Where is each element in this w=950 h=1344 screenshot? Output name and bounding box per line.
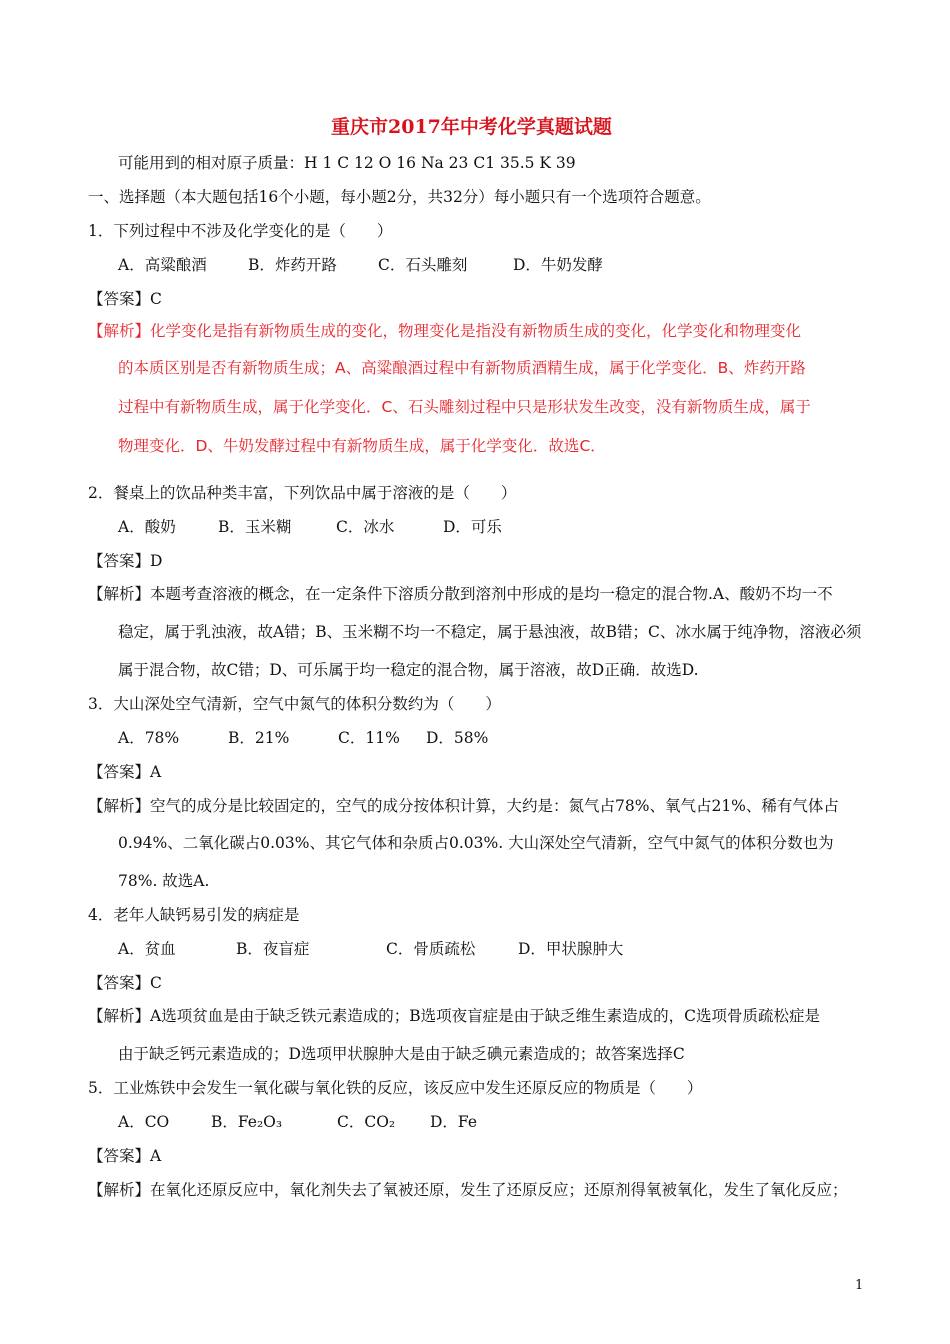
analysis-2-line-3: 属于混合物，故C错；D、可乐属于均一稳定的混合物，属于溶液，故D正确．故选D. bbox=[118, 661, 699, 679]
question-3-options bbox=[118, 728, 488, 748]
question-2-stem: 2．餐桌上的饮品种类丰富，下列饮品中属于溶液的是（ ） bbox=[88, 484, 517, 502]
question-1-options bbox=[118, 255, 603, 275]
analysis-1-line-2: 的本质区别是否有新物质生成；A、高粱酿酒过程中有新物质酒精生成，属于化学变化．B、炸药开路 bbox=[118, 359, 806, 377]
analysis-1-line-4: 物理变化．D、牛奶发酵过程中有新物质生成，属于化学变化．故选C． bbox=[118, 437, 606, 455]
analysis-1-line-3: 过程中有新物质生成，属于化学变化．C、石头雕刻过程中只是形状发生改变，没有新物质生成，属于 bbox=[118, 398, 811, 416]
option-c: C．骨质疏松 bbox=[386, 940, 476, 958]
question-4-stem: 4．老年人缺钙易引发的病症是 bbox=[88, 906, 300, 924]
analysis-2-line-2: 稳定，属于乳浊液，故A错；B、玉米糊不均一不稳定，属于悬浊液，故B错；C、冰水属于纯净物，溶液必须 bbox=[118, 623, 862, 641]
option-c: C．CO₂ bbox=[337, 1113, 396, 1131]
option-b: B．玉米糊 bbox=[218, 518, 292, 536]
option-d: D．牛奶发酵 bbox=[513, 256, 603, 274]
question-2-options bbox=[118, 517, 502, 537]
option-a: A．78% bbox=[118, 729, 180, 747]
option-a: A．酸奶 bbox=[118, 518, 176, 536]
answer-2: 【答案】D bbox=[88, 552, 163, 570]
section-header: 一、选择题（本大题包括16个小题，每小题2分，共32分）每小题只有一个选项符合题意。 bbox=[88, 188, 711, 206]
question-1-stem: 1．下列过程中不涉及化学变化的是（ ） bbox=[88, 222, 393, 240]
option-d: D．Fe bbox=[430, 1113, 478, 1131]
analysis-4-line-1: 【解析】A选项贫血是由于缺乏铁元素造成的；B选项夜盲症是由于缺乏维生素造成的，C选项骨质疏松症是 bbox=[88, 1007, 820, 1025]
option-a: A．CO bbox=[118, 1113, 170, 1131]
analysis-5-line-1: 【解析】在氧化还原反应中，氧化剂失去了氧被还原，发生了还原反应；还原剂得氧被氧化，发生了氧化反应； bbox=[88, 1181, 848, 1199]
question-4-options bbox=[118, 939, 623, 959]
option-d: D．可乐 bbox=[443, 518, 502, 536]
option-a: A．贫血 bbox=[118, 940, 176, 958]
page-title: 重庆市2017年中考化学真题试题 bbox=[331, 116, 612, 138]
analysis-3-line-2: 0.94%、二氧化碳占0.03%、其它气体和杂质占0.03%. 大山深处空气清新，空气中氮气的体积分数也为 bbox=[118, 834, 834, 852]
analysis-2-line-1: 【解析】本题考查溶液的概念，在一定条件下溶质分散到溶剂中形成的是均一稳定的混合物.A、酸奶不均一不 bbox=[88, 585, 833, 603]
option-a: A．高粱酿酒 bbox=[118, 256, 207, 274]
answer-5: 【答案】A bbox=[88, 1147, 162, 1165]
answer-1: 【答案】C bbox=[88, 290, 162, 308]
option-c: C．11% bbox=[338, 729, 400, 747]
option-c: C．石头雕刻 bbox=[378, 256, 468, 274]
option-d: D．58% bbox=[426, 729, 489, 747]
option-b: B．21% bbox=[228, 729, 290, 747]
question-5-options bbox=[118, 1112, 477, 1132]
option-b: B．炸药开路 bbox=[248, 256, 337, 274]
option-b: B．Fe₂O₃ bbox=[211, 1113, 283, 1131]
option-b: B．夜盲症 bbox=[236, 940, 310, 958]
analysis-3-line-3: 78%. 故选A. bbox=[118, 872, 210, 890]
atomic-masses: 可能用到的相对原子质量：H 1 C 12 O 16 Na 23 C1 35.5 K 39 bbox=[118, 154, 576, 172]
question-5-stem: 5．工业炼铁中会发生一氧化碳与氧化铁的反应，该反应中发生还原反应的物质是（ ） bbox=[88, 1079, 703, 1097]
option-c: C．冰水 bbox=[336, 518, 395, 536]
answer-4: 【答案】C bbox=[88, 974, 162, 992]
page-number: 1 bbox=[855, 1278, 864, 1293]
answer-3: 【答案】A bbox=[88, 763, 162, 781]
analysis-1-line-1: 【解析】化学变化是指有新物质生成的变化，物理变化是指没有新物质生成的变化，化学变化和物理变化 bbox=[88, 322, 802, 340]
analysis-3-line-1: 【解析】空气的成分是比较固定的，空气的成分按体积计算，大约是：氮气占78%、氧气占21%、稀有气体占 bbox=[88, 797, 839, 815]
question-3-stem: 3．大山深处空气清新，空气中氮气的体积分数约为（ ） bbox=[88, 695, 501, 713]
option-d: D．甲状腺肿大 bbox=[518, 940, 624, 958]
analysis-4-line-2: 由于缺乏钙元素造成的；D选项甲状腺肿大是由于缺乏碘元素造成的；故答案选择C bbox=[118, 1045, 685, 1063]
